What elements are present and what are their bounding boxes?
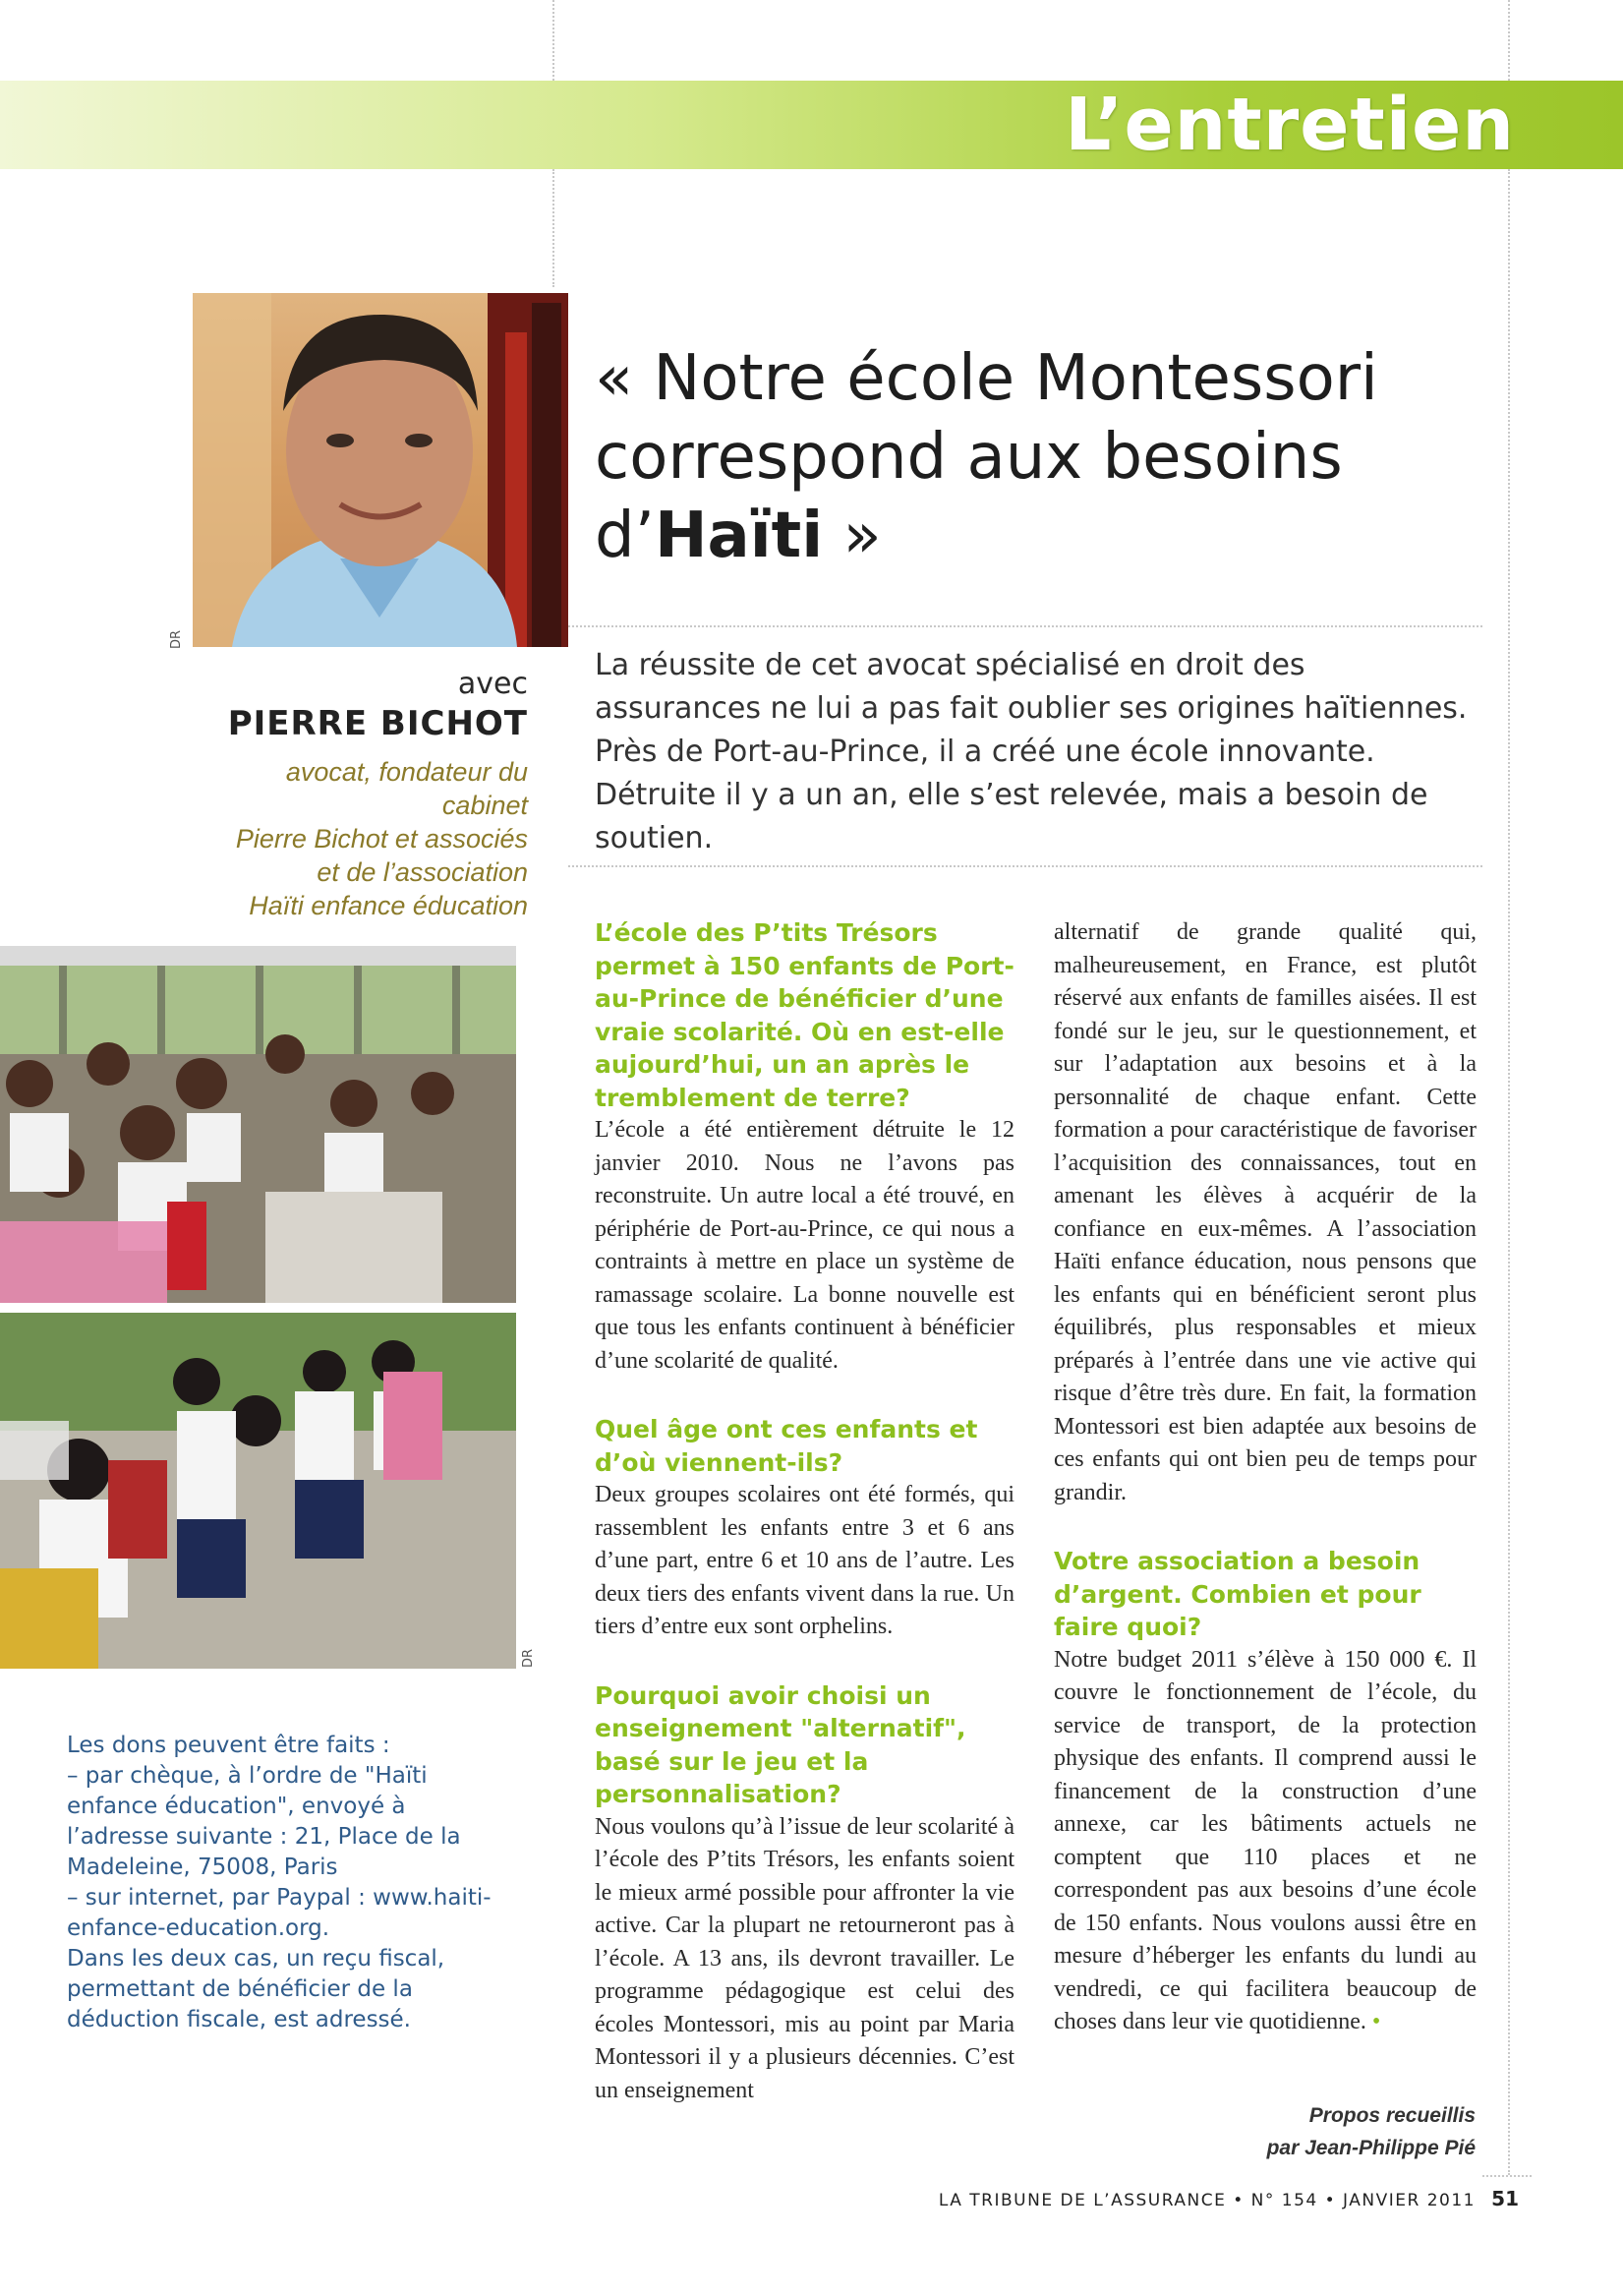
signature-line: Propos recueillis (1308, 2104, 1476, 2127)
signature-author: par Jean-Philippe Pié (1266, 2137, 1476, 2159)
headline-line (595, 497, 1420, 575)
section-title: L’entretien (1065, 83, 1515, 167)
role-line: et de l’association (317, 857, 528, 887)
donations-outro: Dans les deux cas, un reçu fiscal, permettant de bénéficier de la déduction fiscale, est adressé. (67, 1946, 445, 2032)
children-line-photo (0, 1313, 516, 1669)
standfirst-divider (568, 865, 1482, 867)
question-4: Votre association a besoin d’argent. Combien et pour faire quoi? (1054, 1547, 1421, 1641)
headline-line: correspond aux besoins (595, 421, 1343, 494)
interviewee-role (213, 755, 528, 922)
children-bus-illustration (0, 946, 516, 1303)
column-guide-left-lower (552, 169, 554, 287)
headline-line: « Notre école Montessori (595, 342, 1378, 415)
headline-suffix: » (823, 500, 882, 572)
question-2: Quel âge ont ces enfants et d’où viennent-ils? (595, 1415, 978, 1477)
standfirst: La réussite de cet avocat spécialisé en droit des assurances ne lui a pas fait oublier ses origines haïtiennes. Près de Port-au-Prince, il a créé une école innovante. Détruite il y a un an, elle s’est relevée, mais a besoin de soutien. (595, 648, 1468, 855)
footer-divider (1482, 2175, 1532, 2177)
children-bus-photo (0, 946, 516, 1303)
donations-internet: – sur internet, par Paypal : www.haiti-enfance-education.org. (67, 1885, 492, 1941)
role-line: avocat, fondateur du cabinet (285, 757, 528, 820)
donations-box (67, 1731, 514, 2035)
question-3: Pourquoi avoir choisi un enseignement "alternatif", basé sur le jeu et la personnalisation? (595, 1680, 966, 1808)
interviewee-name: PIERRE BICHOT (227, 704, 528, 743)
portrait-photo (193, 293, 568, 647)
answer-1: L’école a été entièrement détruite le 12 janvier 2010. Nous ne l’avons pas reconstruite. Un autre local a été trouvé, en périphérie de Port-au-Prince, ce qui nous a contraints à mettre en place un système de ramassage scolaire. La bonne nouvelle est que tous les enfants continuent à bénéficier d’une scolarité de qualité. (595, 1117, 1014, 1374)
interviewee-prefix: avec (457, 667, 528, 701)
answer-4-text: Notre budget 2011 s’élève à 150 000 €. Il couvre le fonctionnement de l’école, du service de transport, de la protection physique des enfants. Il comprend aussi le financement de la construction d’une annexe, car les bâtiments actuels ne comptent que 110 places et ne correspondent pas aux besoins d’une école de 150 enfants. Nous voulons aussi être en mesure d’héberger les enfants du lundi au vendredi, ce qui facilitera beaucoup de choses dans leur vie quotidienne. (1054, 1646, 1477, 2034)
role-line: Pierre Bichot et associés (235, 824, 528, 854)
portrait-credit: DR (169, 629, 184, 649)
donations-intro: Les dons peuvent être faits : (67, 1733, 390, 1758)
article-column-2 (1054, 916, 1477, 2039)
end-mark: • (1371, 2009, 1381, 2034)
answer-3-continued: alternatif de grande qualité qui, malheureusement, en France, est plutôt réservé aux enfants de familles aisées. Il est fondé sur le jeu, sur le questionnement, et sur l’adaptation aux besoins et à la personnalité de chaque enfant. Cette formation a pour caractéristique de favoriser l’acquisition des connaissances, tout en amenant les élèves à acquérir de la confiance en eux-mêmes. A l’association Haïti enfance éducation, nous pensons que les enfants qui en bénéficient seront plus équilibrés, plus responsables et mieux préparés à l’entrée dans une vie active qui risque d’être très dure. En fait, la formation Montessori est bien adaptée aux besoins de ces enfants qui ont bien peu de temps pour grandir. (1054, 919, 1477, 1505)
page-number: 51 (1491, 2187, 1519, 2210)
column-guide-right-lower (1508, 169, 1510, 2175)
answer-2: Deux groupes scolaires ont été formés, qui rassemblent les enfants entre 3 et 6 ans d’une part, entre 6 et 10 ans de l’autre. Les deux tiers des enfants vivent dans la rue. Un tiers d’entre eux sont orphelins. (595, 1482, 1014, 1639)
column-guide-right (1508, 0, 1510, 81)
headline-divider (568, 625, 1482, 627)
headline-prefix: d’ (595, 500, 655, 572)
portrait-illustration (193, 293, 568, 647)
photos-credit: DR (521, 1648, 536, 1668)
role-line: Haïti enfance éducation (249, 891, 528, 920)
signature (1267, 2099, 1476, 2164)
publication-footer: LA TRIBUNE DE L’ASSURANCE • N° 154 • JANVIER 2011 (938, 2191, 1476, 2210)
headline (595, 339, 1420, 575)
children-line-illustration (0, 1313, 516, 1669)
question-1: L’école des P’tits Trésors permet à 150 enfants de Port-au-Prince de bénéficier d’une vraie scolarité. Où en est-elle aujourd’hui, un an après le tremblement de terre? (595, 918, 1014, 1112)
headline-emphasis: Haïti (654, 500, 824, 572)
answer-3: Nous voulons qu’à l’issue de leur scolarité à l’école des P’tits Trésors, les enfants soient le mieux armé possible pour affronter la vie active. Car la plupart ne retourneront pas à l’école. A 13 ans, ils devront travailler. Le programme pédagogique est celui des écoles Montessori, mis au point par Maria Montessori il y a plusieurs décennies. C’est un enseignement (595, 1813, 1014, 2103)
answer-4 (1054, 1644, 1477, 2039)
column-guide-left (552, 0, 554, 81)
article-column-1 (595, 916, 1014, 2107)
donations-cheque: – par chèque, à l’ordre de "Haïti enfance éducation", envoyé à l’adresse suivante : 21, Place de la Madeleine, 75008, Paris (67, 1763, 461, 1880)
